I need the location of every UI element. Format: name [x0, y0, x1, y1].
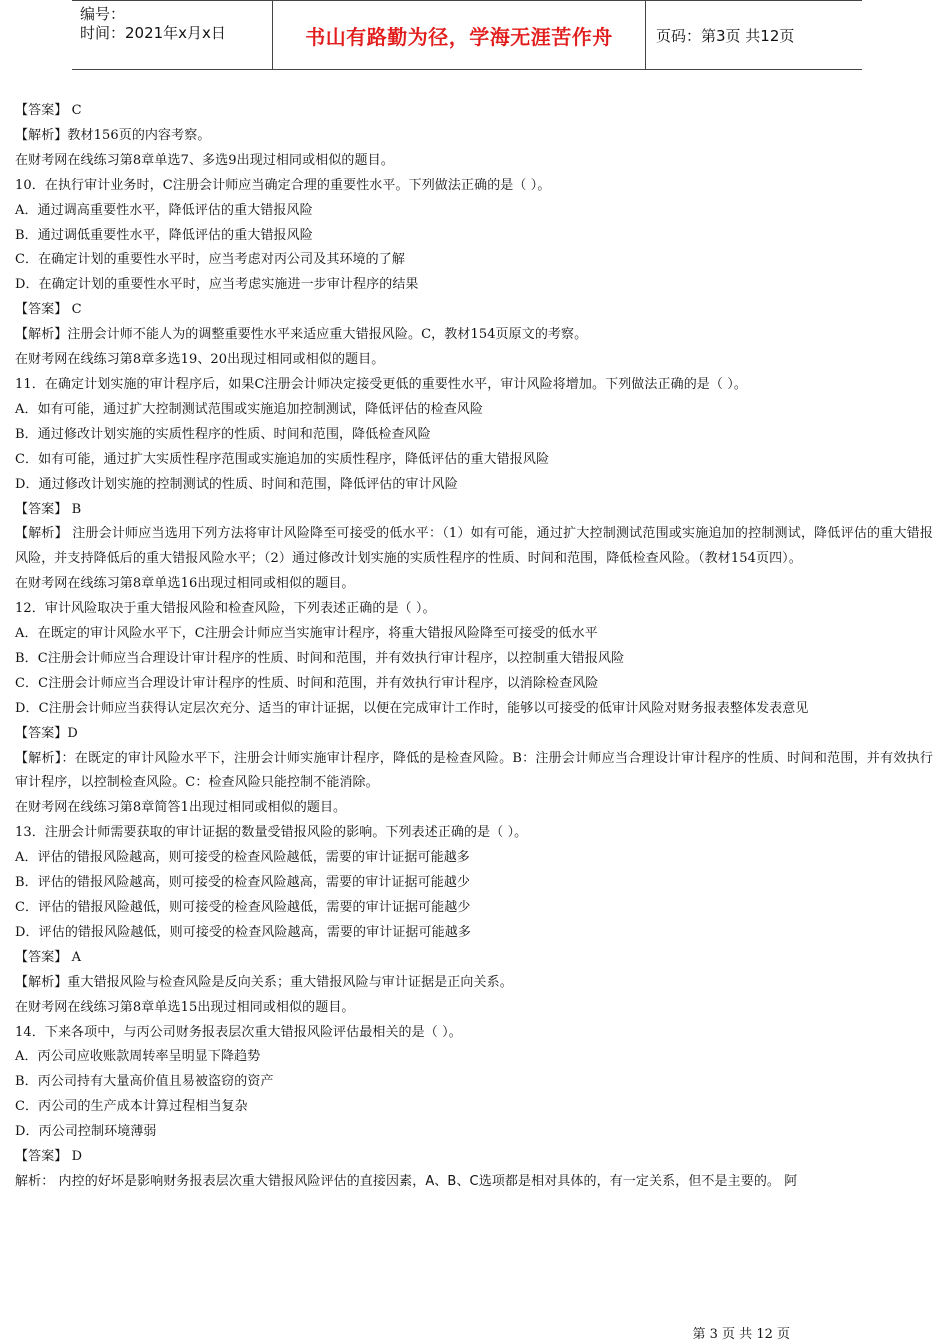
- text-line: C．在确定计划的重要性水平时，应当考虑对丙公司及其环境的了解: [15, 252, 405, 268]
- header-page-label: 页码：第3页 共12页: [656, 26, 795, 45]
- text-line: B．丙公司持有大量高价值且易被盗窃的资产: [15, 1074, 274, 1090]
- number-label: 编号：: [80, 5, 126, 23]
- text-line: 【答案】 D: [15, 1149, 83, 1165]
- text-line: 【答案】 B: [15, 501, 82, 517]
- text-line: 14．下来各项中，与丙公司财务报表层次重大错报风险评估最相关的是（ ）。: [15, 1024, 462, 1040]
- text-line: C．评估的错报风险越低，则可接受的检查风险越低，需要的审计证据可能越少: [15, 900, 471, 915]
- time-label: 时间：2021年x月x日: [80, 24, 226, 42]
- page-footer: 第 3 页 共 12 页: [692, 1327, 790, 1342]
- text-line: 【答案】 C: [15, 302, 82, 318]
- header-meta: [72, 1, 273, 69]
- text-line: 在财考网在线练习第8章单选16出现过相同或相似的题目。: [15, 576, 355, 592]
- text-line: 11．在确定计划实施的审计程序后，如果C注册会计师决定接受更低的重要性水平，审计风险将增加。下列做法正确的是（ ）。: [15, 376, 747, 392]
- text-line: 10．在执行审计业务时，C注册会计师应当确定合理的重要性水平。下列做法正确的是（ ）。: [15, 177, 551, 193]
- text-line: 【答案】 A: [15, 949, 82, 965]
- text-line: B．通过调低重要性水平，降低评估的重大错报风险: [15, 227, 313, 243]
- text-line: A．丙公司应收账款周转率呈明显下降趋势: [15, 1049, 261, 1065]
- text-line: A．通过调高重要性水平，降低评估的重大错报风险: [15, 202, 313, 218]
- analysis-paragraph: 【解析】 注册会计师应当选用下列方法将审计风险降至可接受的低水平：（1）如有可能，通过扩大控制测试范围或实施追加的控制测试，降低评估的重大错报风险，并支持降低后的重大错报风险水平；（2）通过修改计划实施的实质性程序的性质、时间和范围，降低检查风险。（教材154页四）。: [15, 526, 933, 567]
- text-line: D．通过修改计划实施的控制测试的性质、时间和范围，降低评估的审计风险: [15, 476, 458, 492]
- text-line: 在财考网在线练习第8章单选15出现过相同或相似的题目。: [15, 999, 355, 1015]
- text-line: A．评估的错报风险越高，则可接受的检查风险越低，需要的审计证据可能越多: [15, 850, 470, 866]
- text-line: A．如有可能，通过扩大控制测试范围或实施追加控制测试，降低评估的检查风险: [15, 401, 483, 417]
- header-motto: 书山有路勤为径，学海无涯苦作舟: [273, 1, 646, 69]
- text-line: 在财考网在线练习第8章单选7、多选9出现过相同或相似的题目。: [15, 152, 394, 168]
- text-line: D．C注册会计师应当获得认定层次充分、适当的审计证据，以便在完成审计工作时，能够以可接受的低审计风险对财务报表整体发表意见: [15, 700, 809, 716]
- text-line: B．通过修改计划实施的实质性程序的性质、时间和范围，降低检查风险: [15, 426, 431, 442]
- text-line: 在财考网在线练习第8章多选19、20出现过相同或相似的题目。: [15, 352, 385, 368]
- text-line: D．丙公司控制环境薄弱: [15, 1124, 157, 1140]
- text-line: D．评估的错报风险越低，则可接受的检查风险越高，需要的审计证据可能越多: [15, 924, 471, 940]
- text-line: 【解析】重大错报风险与检查风险是反向关系；重大错报风险与审计证据是正向关系。: [15, 974, 513, 990]
- text-line: 【解析】注册会计师不能人为的调整重要性水平来适应重大错报风险。C，教材154页原文的考察。: [15, 327, 588, 343]
- text-line: D．在确定计划的重要性水平时，应当考虑实施进一步审计程序的结果: [15, 277, 419, 293]
- analysis-line: 解析： 内控的好坏是影响财务报表层次重大错报风险评估的直接因素，A、B、C选项都是相对具体的，有一定关系，但不是主要的。 阿: [15, 1173, 798, 1189]
- document-body: [15, 99, 933, 1195]
- text-line: 【答案】 C: [15, 103, 82, 118]
- text-line: C．C注册会计师应当合理设计审计程序的性质、时间和范围，并有效执行审计程序，以消除检查风险: [15, 675, 599, 691]
- text-line: B．评估的错报风险越高，则可接受的检查风险越高，需要的审计证据可能越少: [15, 875, 471, 891]
- analysis-paragraph: 【解析】：在既定的审计风险水平下，注册会计师实施审计程序，降低的是检查风险。B：注册会计师应当合理设计审计程序的性质、时间和范围，并有效执行审计程序，以控制检查风险。C：检查风险只能控制不能消除。: [15, 750, 933, 791]
- text-line: C．如有可能，通过扩大实质性程序范围或实施追加的实质性程序，降低评估的重大错报风险: [15, 451, 550, 467]
- text-line: C．丙公司的生产成本计算过程相当复杂: [15, 1099, 248, 1115]
- text-line: 12．审计风险取决于重大错报风险和检查风险，下列表述正确的是（ ）。: [15, 601, 436, 617]
- text-line: 【答案】D: [15, 725, 78, 741]
- text-line: 13．注册会计师需要获取的审计证据的数量受错报风险的影响。下列表述正确的是（ ）。: [15, 825, 528, 841]
- text-line: A．在既定的审计风险水平下，C注册会计师应当实施审计程序，将重大错报风险降至可接受的低水平: [15, 626, 598, 642]
- text-line: 在财考网在线练习第8章简答1出现过相同或相似的题目。: [15, 800, 347, 816]
- text-line: B．C注册会计师应当合理设计审计程序的性质、时间和范围，并有效执行审计程序，以控制重大错报风险: [15, 650, 625, 666]
- page-header: [72, 0, 862, 70]
- text-line: 【解析】教材156页的内容考察。: [15, 127, 211, 143]
